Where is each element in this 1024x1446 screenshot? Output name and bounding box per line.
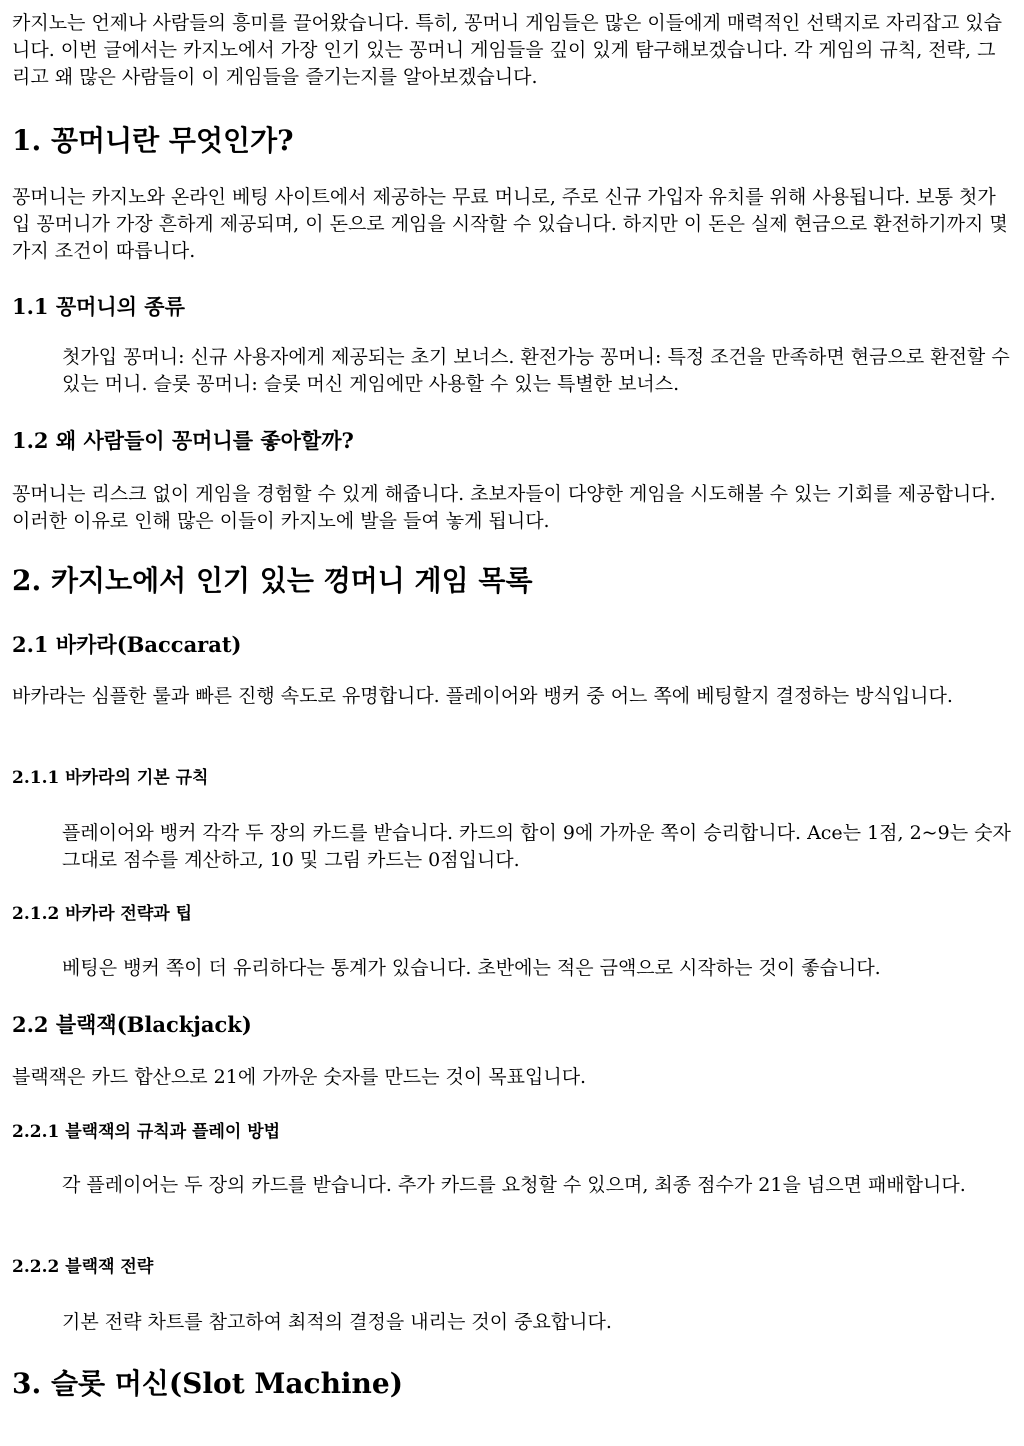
section-1-1-quote: 첫가입 꽁머니: 신규 사용자에게 제공되는 초기 보너스. 환전가능 꽁머니: 특정 조건을 만족하면 현금으로 환전할 수 있는 머니. 슬롯 꽁머니: 슬롯 머신 게임에만 사용할 수 있는 특별한 보너스.	[62, 346, 1010, 395]
section-2-1-1-quote: 플레이어와 뱅커 각각 두 장의 카드를 받습니다. 카드의 합이 9에 가까운 쪽이 승리합니다. Ace는 1점, 2~9는 숫자 그대로 점수를 계산하고, 10 및 그림 카드는 0점입니다.	[62, 822, 1011, 871]
section-2-1-2-heading: 2.1.2 바카라 전략과 팁	[12, 904, 193, 924]
section-3-heading: 3. 슬롯 머신(Slot Machine)	[12, 1367, 403, 1400]
section-2-2-1-heading: 2.2.1 블랙잭의 규칙과 플레이 방법	[12, 1122, 281, 1142]
section-2-1-paragraph: 바카라는 심플한 룰과 빠른 진행 속도로 유명합니다. 플레이어와 뱅커 중 어느 쪽에 베팅할지 결정하는 방식입니다.	[12, 685, 953, 707]
section-2-2-heading: 2.2 블랙잭(Blackjack)	[12, 1012, 252, 1037]
section-2-2-2-quote: 기본 전략 차트를 참고하여 최적의 결정을 내리는 것이 중요합니다.	[62, 1311, 612, 1333]
section-2-1-heading: 2.1 바카라(Baccarat)	[12, 632, 242, 657]
section-1-1-heading: 1.1 꽁머니의 종류	[12, 294, 185, 319]
section-2-1-1-heading: 2.1.1 바카라의 기본 규칙	[12, 768, 209, 788]
section-2-2-paragraph: 블랙잭은 카드 합산으로 21에 가까운 숫자를 만드는 것이 목표입니다.	[12, 1066, 587, 1088]
section-1-2-paragraph: 꽁머니는 리스크 없이 게임을 경험할 수 있게 해줍니다. 초보자들이 다양한 게임을 시도해볼 수 있는 기회를 제공합니다. 이러한 이유로 인해 많은 이들이 카지노에 발을 들여 놓게 됩니다.	[12, 483, 996, 532]
section-2-1-2-quote: 베팅은 뱅커 쪽이 더 유리하다는 통계가 있습니다. 초반에는 적은 금액으로 시작하는 것이 좋습니다.	[62, 957, 881, 979]
intro-paragraph: 카지노는 언제나 사람들의 흥미를 끌어왔습니다. 특히, 꽁머니 게임들은 많은 이들에게 매력적인 선택지로 자리잡고 있습니다. 이번 글에서는 카지노에서 가장 인기 있는 꽁머니 게임들을 깊이 있게 탐구해보겠습니다. 각 게임의 규칙, 전략, 그리고 왜 많은 사람들이 이 게임들을 즐기는지를 알아보겠습니다.	[12, 12, 1002, 88]
section-2-heading: 2. 카지노에서 인기 있는 껑머니 게임 목록	[12, 564, 533, 597]
section-2-2-1-quote: 각 플레이어는 두 장의 카드를 받습니다. 추가 카드를 요청할 수 있으며, 최종 점수가 21을 넘으면 패배합니다.	[62, 1174, 966, 1196]
section-1-heading: 1. 꽁머니란 무엇인가?	[12, 124, 294, 157]
section-1-2-heading: 1.2 왜 사람들이 꽁머니를 좋아할까?	[12, 428, 354, 453]
section-2-2-2-heading: 2.2.2 블랙잭 전략	[12, 1257, 154, 1277]
section-1-paragraph: 꽁머니는 카지노와 온라인 베팅 사이트에서 제공하는 무료 머니로, 주로 신규 가입자 유치를 위해 사용됩니다. 보통 첫가입 꽁머니가 가장 흔하게 제공되며, 이 돈으로 게임을 시작할 수 있습니다. 하지만 이 돈은 실제 현금으로 환전하기까지 몇 가지 조건이 따릅니다.	[12, 186, 1008, 262]
